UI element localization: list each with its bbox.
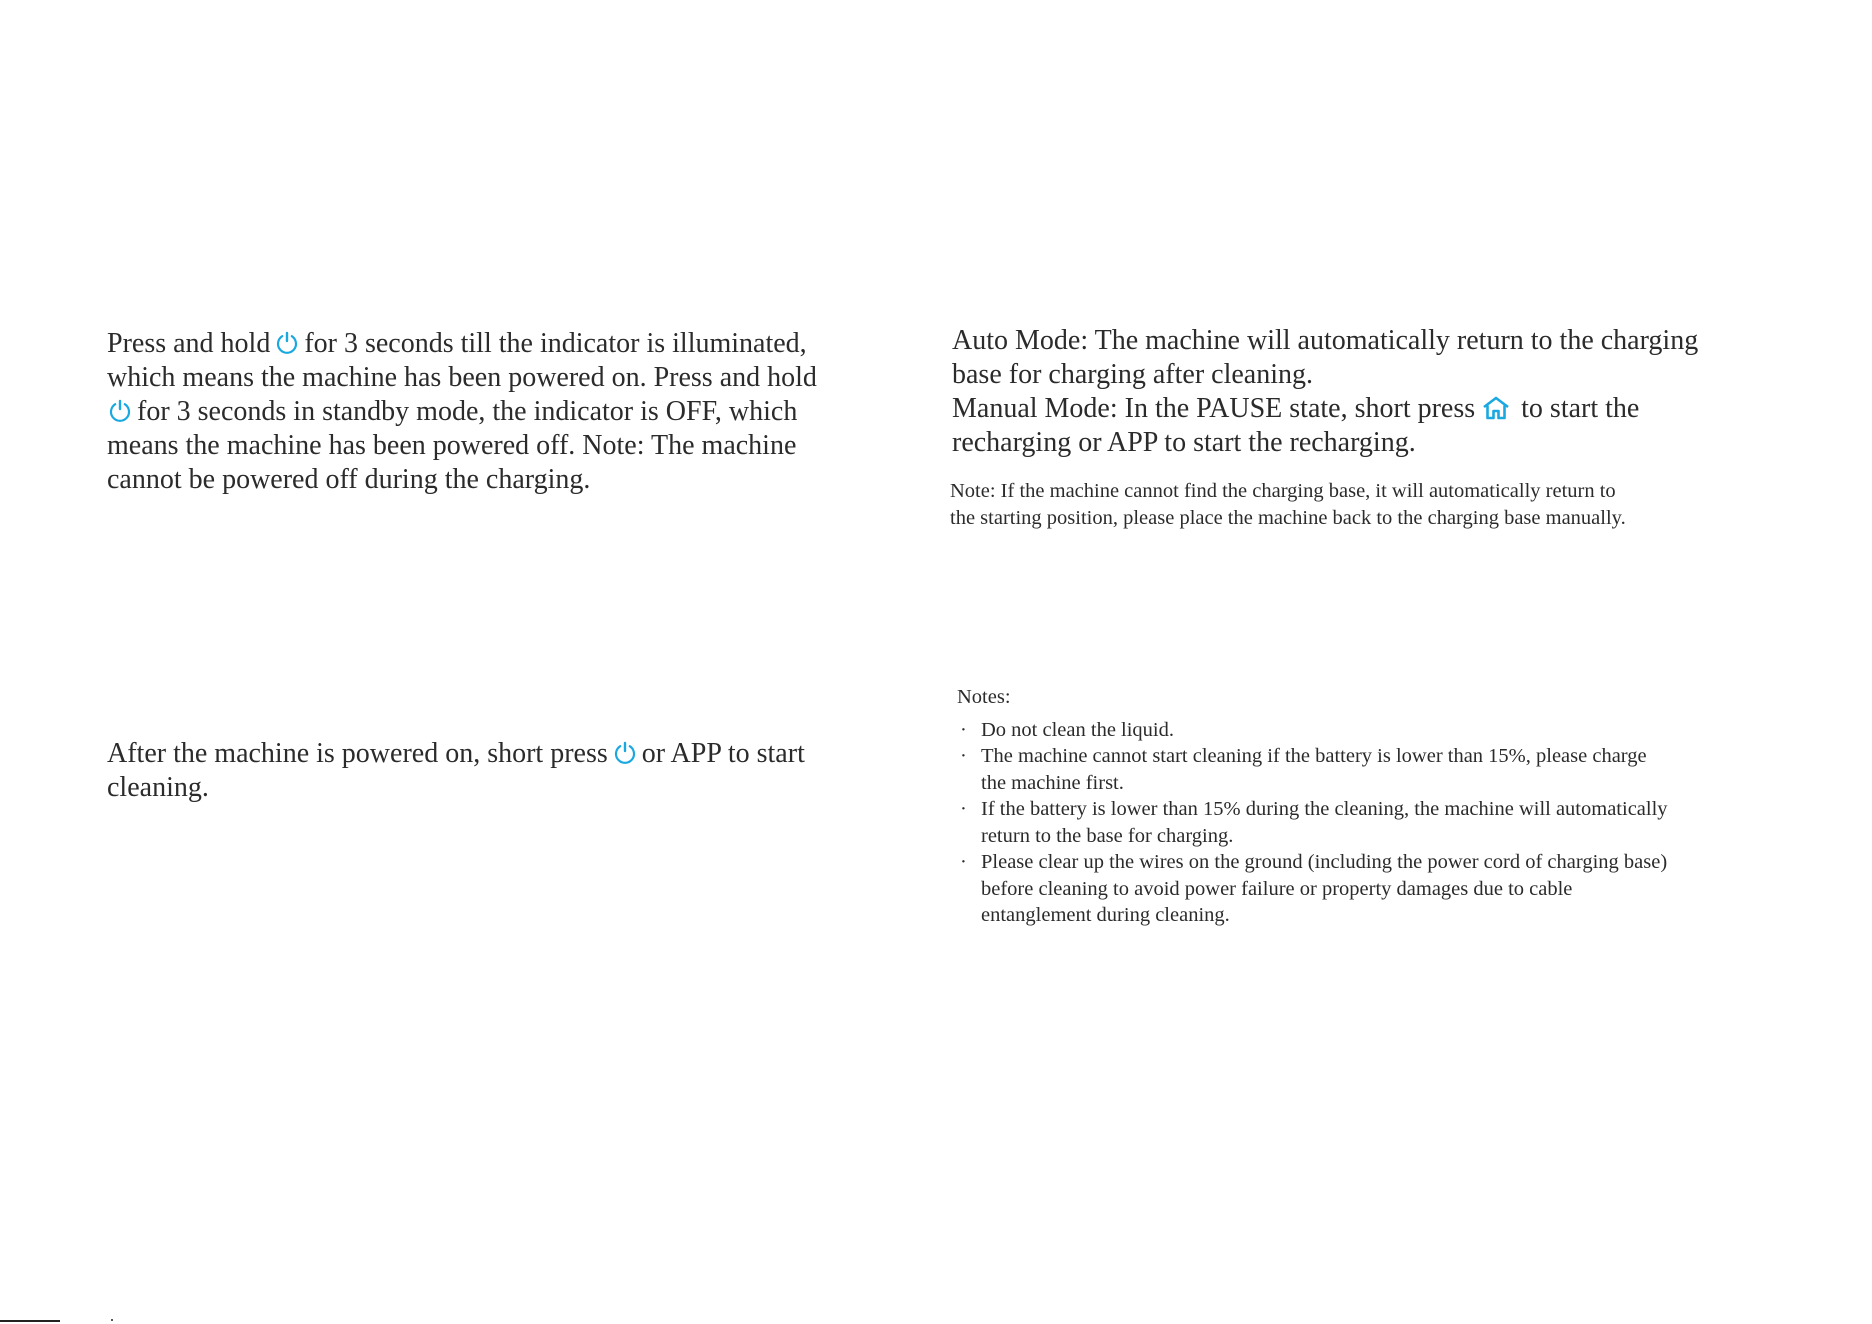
note-item — [957, 743, 1717, 796]
note-text: Please clear up the wires on the ground (including the power cord of charging base) — [981, 851, 1668, 873]
recharge-instructions — [952, 324, 1732, 460]
power-line-4: means the machine has been powered off. Note: The machine — [107, 430, 797, 461]
power-icon — [274, 330, 300, 356]
home-icon — [1481, 395, 1511, 421]
recharge-note-line-2: the starting position, please place the machine back to the charging base manually. — [950, 506, 1626, 529]
bullet-dot: · — [960, 798, 967, 820]
note-item — [957, 796, 1717, 849]
notes-title: Notes: — [957, 686, 1011, 708]
power-line-5: cannot be powered off during the charging. — [107, 464, 591, 495]
note-text: entanglement during cleaning. — [981, 904, 1230, 926]
note-text: return to the base for charging. — [981, 824, 1234, 847]
note-text: before cleaning to avoid power failure or property damages due to cable — [981, 877, 1573, 900]
footer-mark — [111, 1319, 113, 1321]
power-icon — [612, 740, 638, 766]
start-line-1: After the machine is powered on, short press or APP to start — [107, 738, 805, 769]
recharge-line-2: base for charging after cleaning. — [952, 359, 1313, 390]
footer-rule — [0, 1320, 60, 1322]
note-text: If the battery is lower than 15% during the cleaning, the machine will automatically — [981, 798, 1668, 820]
recharge-line-3: Manual Mode: In the PAUSE state, short press to start the — [952, 393, 1640, 424]
notes-section — [957, 684, 1717, 929]
bullet-dot: · — [960, 745, 967, 767]
power-icon — [107, 398, 133, 424]
power-line-2: which means the machine has been powered on. Press and hold — [107, 362, 817, 393]
note-text: Do not clean the liquid. — [981, 718, 1174, 741]
note-item — [957, 717, 1717, 744]
recharge-note — [950, 478, 1730, 531]
bullet-dot: · — [960, 851, 967, 873]
bullet-dot: · — [960, 718, 967, 741]
start-cleaning-instructions — [107, 737, 827, 805]
note-item — [957, 849, 1717, 929]
power-line-3: for 3 seconds in standby mode, the indicator is OFF, which — [107, 395, 827, 429]
recharge-line-4: recharging or APP to start the recharging. — [952, 427, 1416, 458]
recharge-note-line-1: Note: If the machine cannot find the charging base, it will automatically return to — [950, 480, 1616, 502]
note-text: The machine cannot start cleaning if the battery is lower than 15%, please charge — [981, 745, 1647, 767]
recharge-line-1: Auto Mode: The machine will automatically return to the charging — [952, 325, 1699, 356]
power-line-1: Press and hold for 3 seconds till the indicator is illuminated, — [107, 328, 807, 359]
note-text: the machine first. — [981, 771, 1124, 794]
power-instructions — [107, 327, 827, 497]
start-line-2: cleaning. — [107, 772, 209, 803]
